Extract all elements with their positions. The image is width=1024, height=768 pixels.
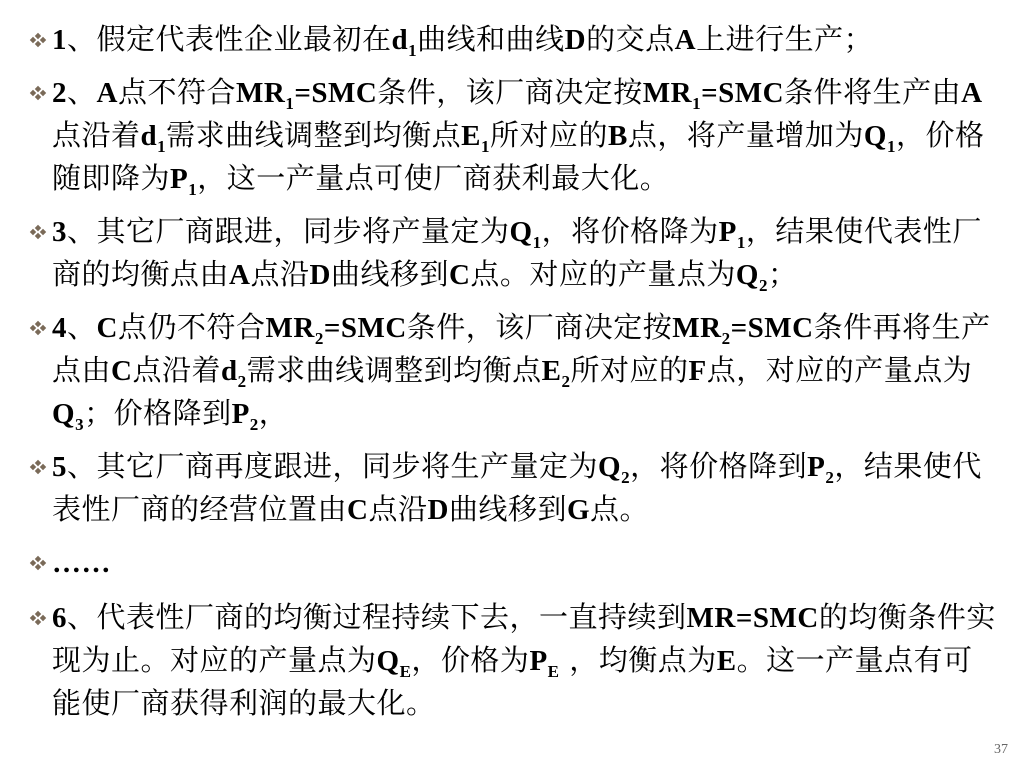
latin-text: G [566, 494, 591, 526]
latin-text: =SMC [294, 77, 378, 109]
four-diamond-bullet-icon [28, 555, 48, 571]
body-text: ，结果使代表性厂商的经营位置由 [52, 449, 982, 526]
subscript-text: E [547, 662, 560, 681]
body-text: ，价格随即降为 [52, 118, 985, 195]
body-text: 需求曲线调整到均衡点 [166, 118, 462, 152]
subscript-text: 3 [75, 415, 85, 434]
body-text: 的交点 [586, 22, 675, 56]
body-text: 所对应的 [490, 118, 609, 152]
bullet-item-1 [28, 18, 996, 61]
subscript-text: 2 [237, 372, 247, 391]
subscript-text: 2 [621, 468, 631, 487]
subscript-text: 2 [721, 329, 731, 348]
latin-text: Q [52, 398, 76, 430]
page-number: 37 [994, 742, 1008, 757]
latin-text: Q [509, 216, 533, 248]
subscript-text: 1 [532, 233, 542, 252]
body-text: ，这一产量点可使厂商获利最大化。 [197, 161, 670, 195]
body-text: 、其它厂商跟进，同步将产量定为 [67, 214, 510, 248]
four-diamond-bullet-icon [28, 610, 48, 626]
latin-text: d [140, 120, 158, 152]
body-text: ； [767, 257, 798, 291]
latin-text: 4 [52, 312, 67, 344]
body-text: 点沿着 [52, 118, 141, 152]
latin-text: …… [52, 547, 111, 579]
latin-text: MR [672, 312, 722, 344]
latin-text: 2 [52, 77, 67, 109]
latin-text: Q [863, 120, 887, 152]
latin-text: MR [642, 77, 693, 109]
latin-text: P [718, 216, 737, 248]
body-text: 、 [67, 310, 97, 344]
body-text: ，将价格降到 [630, 449, 808, 483]
body-text: 需求曲线调整到均衡点 [246, 353, 542, 387]
body-text: 点沿着 [132, 353, 221, 387]
four-diamond-bullet-icon [28, 32, 48, 48]
latin-text: =SMC [730, 312, 814, 344]
body-text: 条件，该厂商决定按 [377, 75, 643, 109]
body-text: 点不符合 [117, 75, 236, 109]
latin-text: C [111, 355, 133, 387]
subscript-text: 2 [758, 276, 768, 295]
body-text: ，将价格降为 [541, 214, 719, 248]
body-text: 曲线移到 [448, 492, 567, 526]
subscript-text: 2 [825, 468, 835, 487]
latin-text: P [529, 645, 548, 677]
body-text: 点。 [590, 492, 650, 526]
bullet-item-2 [28, 71, 996, 200]
latin-text: =SMC [701, 77, 785, 109]
latin-text: E [541, 355, 562, 387]
body-text: 点，将产量增加为 [627, 118, 864, 152]
bullet-item-4 [28, 306, 996, 435]
body-text: 点。对应的产量点为 [470, 257, 736, 291]
latin-text: E [716, 645, 737, 677]
latin-text: Q [735, 259, 759, 291]
body-text: 曲线移到 [330, 257, 449, 291]
latin-text: 6 [52, 602, 67, 634]
subscript-text: E [399, 662, 412, 681]
latin-text: Q [598, 451, 622, 483]
latin-text: d [220, 355, 238, 387]
latin-text: B [608, 120, 628, 152]
latin-text: A [96, 77, 118, 109]
latin-text: E [461, 120, 482, 152]
body-text: ，结果使代表性厂商的均衡点由 [52, 214, 982, 291]
latin-text: MR [265, 312, 315, 344]
body-text: 曲线和曲线 [417, 22, 565, 56]
latin-text: C [448, 259, 471, 291]
bullet-item-3 [28, 210, 996, 296]
body-text: 点仍不符合 [117, 310, 266, 344]
latin-text: P [170, 163, 189, 195]
latin-text: =SMC [323, 312, 407, 344]
latin-text: D [564, 24, 587, 56]
body-text: ，价格为 [411, 643, 530, 677]
latin-text: D [427, 494, 449, 526]
body-text: ，均衡点为 [559, 643, 717, 677]
latin-text: C [96, 312, 118, 344]
body-text: 。这一产量点有可能使厂商获得利润的最大化。 [52, 643, 973, 720]
latin-text: F [688, 355, 707, 387]
body-text: 条件将生产由 [784, 75, 962, 109]
body-text: 条件，该厂商决定按 [406, 310, 673, 344]
subscript-text: 1 [481, 137, 491, 156]
subscript-text: 1 [692, 94, 702, 113]
latin-text: 1 [52, 24, 67, 56]
slide-body [28, 18, 996, 734]
four-diamond-bullet-icon [28, 85, 48, 101]
latin-text: MR=SMC [686, 602, 819, 634]
subscript-text: 1 [157, 137, 167, 156]
subscript-text: 1 [285, 94, 295, 113]
latin-text: Q [376, 645, 400, 677]
latin-text: 3 [52, 216, 67, 248]
subscript-text: 1 [736, 233, 746, 252]
subscript-text: 1 [408, 41, 418, 60]
body-text: 的均衡条件实现为止。对应的产量点为 [52, 600, 996, 677]
latin-text: 5 [52, 451, 67, 483]
body-text: ；价格降到 [84, 396, 232, 430]
body-text: ， [258, 396, 289, 430]
latin-text: A [961, 77, 983, 109]
latin-text: P [807, 451, 826, 483]
subscript-text: 2 [314, 329, 324, 348]
body-text: 点沿 [368, 492, 428, 526]
subscript-text: 1 [188, 180, 198, 199]
body-text: 条件再将生产点由 [52, 310, 991, 387]
body-text: 点，对应的产量点为 [706, 353, 973, 387]
four-diamond-bullet-icon [28, 459, 48, 475]
latin-text: A [674, 24, 697, 56]
latin-text: MR [235, 77, 286, 109]
subscript-text: 2 [561, 372, 571, 391]
body-text: 所对应的 [570, 353, 689, 387]
latin-text: P [231, 398, 250, 430]
latin-text: C [347, 494, 369, 526]
body-text: 、代表性厂商的均衡过程持续下去，一直持续到 [67, 600, 687, 634]
bullet-item-6 [28, 596, 996, 724]
bullet-item-ellipsis [28, 541, 996, 584]
subscript-text: 2 [249, 415, 259, 434]
latin-text: d [391, 24, 409, 56]
body-text: 、其它厂商再度跟进，同步将生产量定为 [67, 449, 599, 483]
four-diamond-bullet-icon [28, 320, 48, 336]
body-text: 、假定代表性企业最初在 [67, 22, 392, 56]
latin-text: D [309, 259, 331, 291]
subscript-text: 1 [886, 137, 896, 156]
four-diamond-bullet-icon [28, 224, 48, 240]
latin-text: A [229, 259, 251, 291]
bullet-item-5 [28, 445, 996, 531]
body-text: 上进行生产； [696, 22, 874, 56]
body-text: 点沿 [250, 257, 310, 291]
body-text: 、 [67, 75, 97, 109]
